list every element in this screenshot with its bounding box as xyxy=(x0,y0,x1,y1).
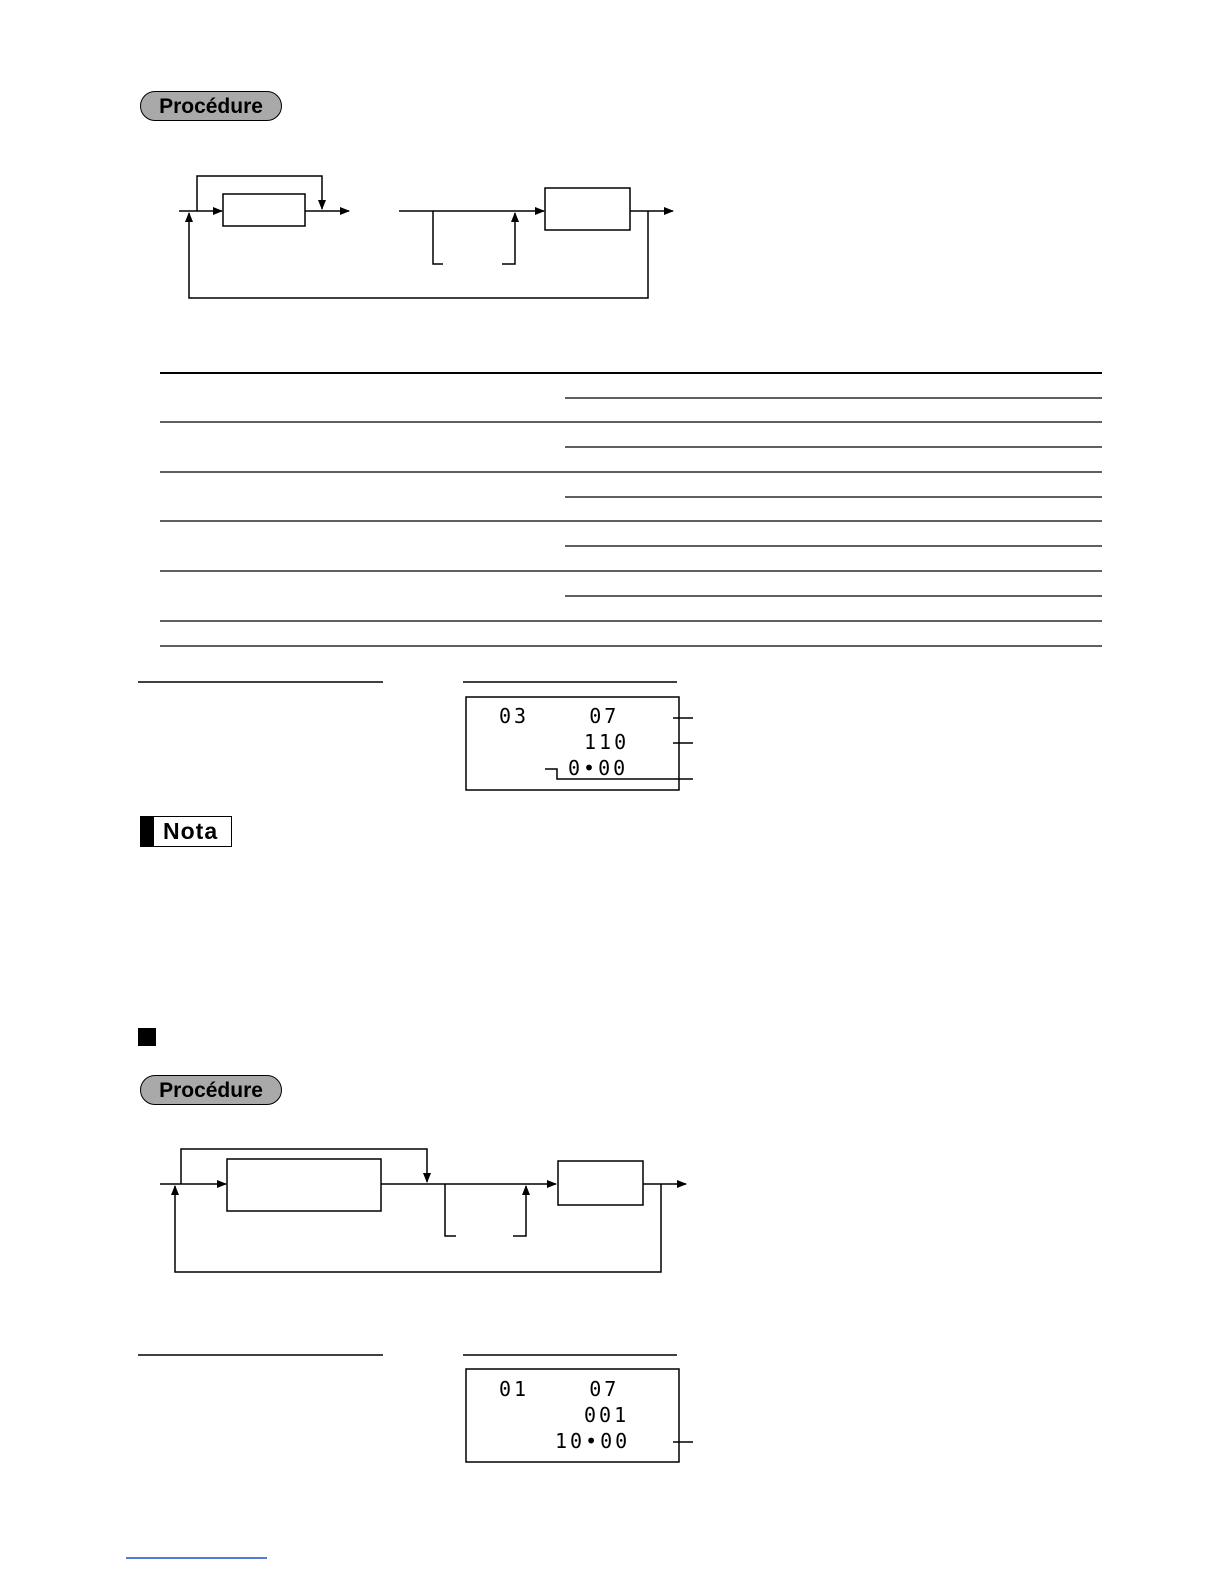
example-header-rules-2 xyxy=(0,1349,1224,1359)
note-heading xyxy=(140,816,232,847)
key-box-d xyxy=(558,1161,643,1205)
key-box-b xyxy=(545,188,630,230)
note-bar-icon xyxy=(141,817,154,846)
display-1-line-3: 0•00 xyxy=(568,756,629,780)
display-2-line-1: 01 07 xyxy=(499,1377,620,1401)
procedure-label-1: Procédure xyxy=(140,91,282,121)
settings-table xyxy=(0,360,1224,660)
display-2-line-2: 001 xyxy=(584,1403,630,1427)
key-box-a xyxy=(223,194,305,226)
display-2-line-3: 10•00 xyxy=(555,1429,631,1453)
footer-rule xyxy=(0,1552,1224,1562)
section-bullet-icon xyxy=(138,1028,156,1046)
procedure-label-2: Procédure xyxy=(140,1075,282,1105)
procedure-flow-diagram-2 xyxy=(0,1130,1224,1290)
key-box-c xyxy=(227,1159,381,1211)
display-1-line-1: 03 07 xyxy=(499,704,620,728)
procedure-flow-diagram-1 xyxy=(0,0,1224,340)
display-1-line-2: 110 xyxy=(584,730,630,754)
example-header-rules-1 xyxy=(0,676,1224,686)
note-label: Nota xyxy=(163,818,219,844)
